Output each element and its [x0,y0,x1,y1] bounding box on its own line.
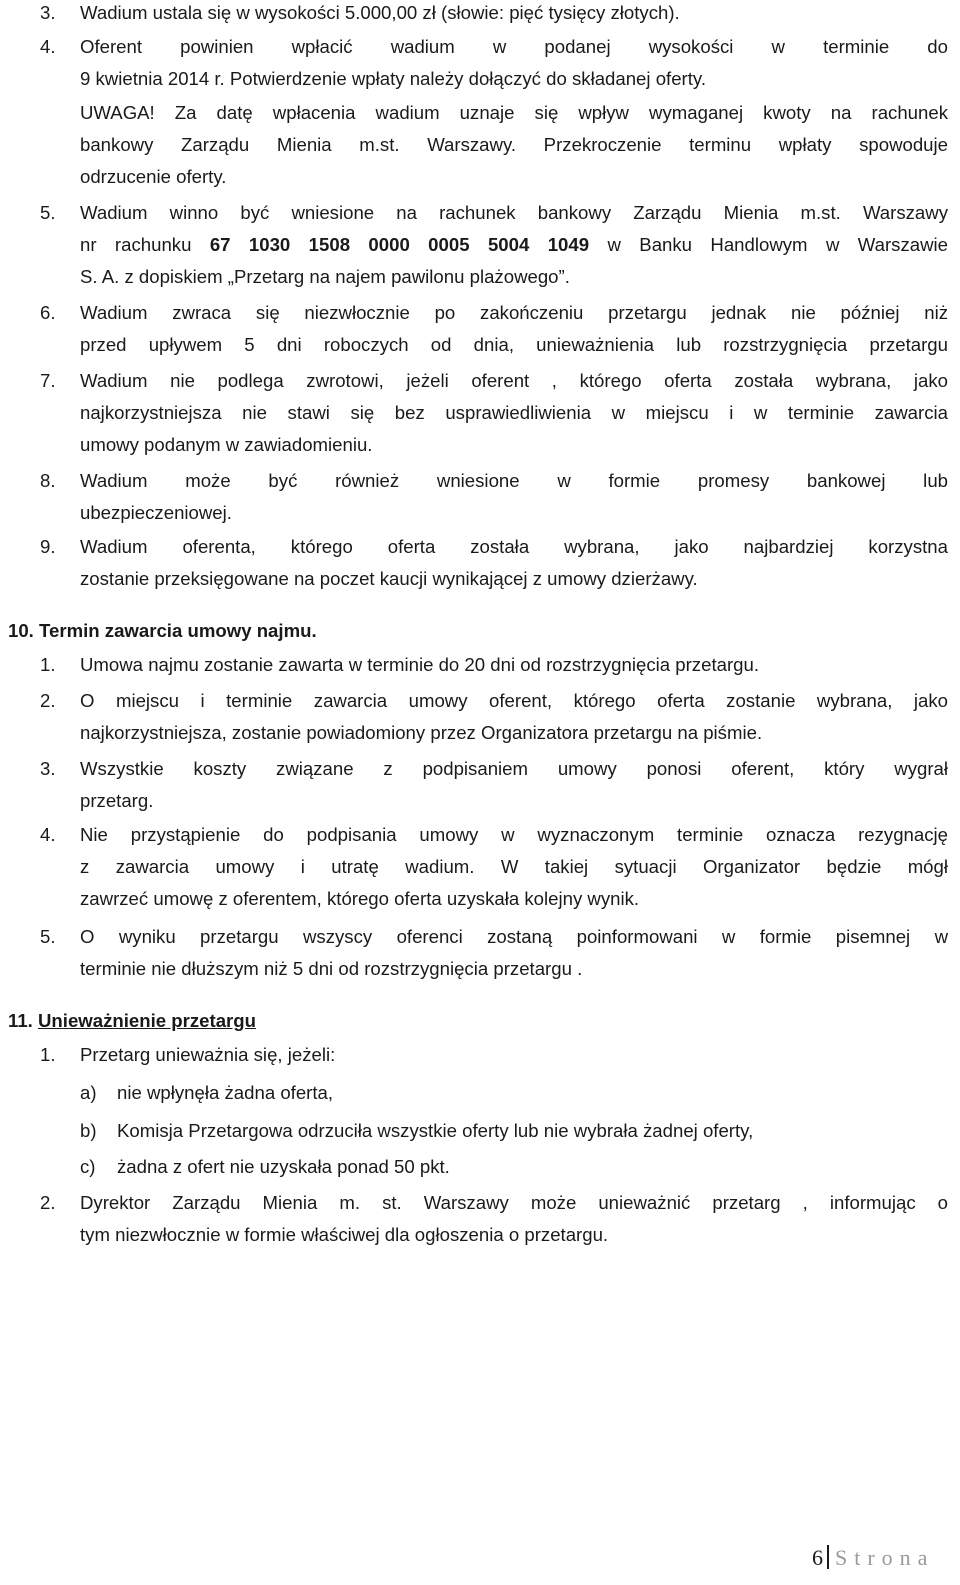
item-number: 2. [40,1192,56,1213]
item-number: 8. [40,470,56,491]
warning-text-line: odrzucenie oferty. [80,166,227,187]
item-number: 6. [40,302,56,323]
warning-text-line: bankowy Zarządu Mienia m.st. Warszawy. Przekroczenie terminu wpłaty spowoduje [80,134,948,155]
item-text-line: tym niezwłocznie w formie właściwej dla ogłoszenia o przetargu. [80,1224,609,1245]
item-text-line: Wszystkie koszty związane z podpisaniem umowy ponosi oferent, który wygrał [80,758,948,779]
item-text-line: Przetarg unieważnia się, jeżeli: [80,1044,336,1065]
page-footer [812,1545,934,1571]
item-text-line: przetarg. [80,790,154,811]
section-heading [8,1004,256,1038]
footer-separator [827,1545,829,1569]
item-text-line: zostanie przeksięgowane na poczet kaucji wynikającej z umowy dzierżawy. [80,568,698,589]
section-heading: 10. Termin zawarcia umowy najmu. [8,620,317,641]
page-number: 6 [812,1545,823,1570]
subitem-text: Komisja Przetargowa odrzuciła wszystkie oferty lub nie wybrała żadnej oferty, [117,1120,754,1141]
item-text-line: O miejscu i terminie zawarcia umowy oferent, którego oferta zostanie wybrana, jako [80,690,948,711]
item-text-line: przed upływem 5 dni roboczych od dnia, unieważnienia lub rozstrzygnięcia przetargu [80,334,948,355]
item-text-line: S. A. z dopiskiem „Przetarg na najem pawilonu plażowego”. [80,266,570,287]
item-text-line: Wadium może być również wniesione w formie promesy bankowej lub [80,470,948,491]
item-text-line: z zawarcia umowy i utratę wadium. W takiej sytuacji Organizator będzie mógł [80,856,948,877]
subitem-label: a) [80,1082,97,1103]
subitem-label: c) [80,1156,96,1177]
item-number: 5. [40,202,56,223]
section-heading-number: 11. [8,1010,33,1031]
item-text-line: Wadium oferenta, którego oferta została wybrana, jako najbardziej korzystna [80,536,948,557]
item-number: 4. [40,824,56,845]
item-text-line: 9 kwietnia 2014 r. Potwierdzenie wpłaty należy dołączyć do składanej oferty. [80,68,706,89]
item-text-line: najkorzystniejsza, zostanie powiadomiony przez Organizatora przetargu na piśmie. [80,722,763,743]
item-number: 2. [40,690,56,711]
item-text-line: Wadium winno być wniesione na rachunek bankowy Zarządu Mienia m.st. Warszawy [80,202,948,223]
item-number: 3. [40,2,56,23]
item-text-line: ubezpieczeniowej. [80,502,232,523]
item-number: 9. [40,536,56,557]
page-label: Strona [835,1545,935,1570]
item-number: 5. [40,926,56,947]
warning-text-line: UWAGA! Za datę wpłacenia wadium uznaje się wpływ wymaganej kwoty na rachunek [80,102,948,123]
item-text-line: Oferent powinien wpłacić wadium w podanej wysokości w terminie do [80,36,948,57]
item-text-line: umowy podanym w zawiadomieniu. [80,434,373,455]
item-number: 1. [40,654,56,675]
account-prefix: nr rachunku [80,234,210,255]
item-number: 4. [40,36,56,57]
section-heading-text: Unieważnienie przetargu [38,1010,257,1031]
subitem-text: żadna z ofert nie uzyskała ponad 50 pkt. [117,1156,450,1177]
item-text-line [80,228,948,262]
item-text-line: Wadium zwraca się niezwłocznie po zakończeniu przetargu jednak nie później niż [80,302,948,323]
subitem-label: b) [80,1120,97,1141]
item-text-line: Nie przystąpienie do podpisania umowy w wyznaczonym terminie oznacza rezygnację [80,824,948,845]
item-text-line: Wadium nie podlega zwrotowi, jeżeli oferent , którego oferta została wybrana, jako [80,370,948,391]
account-suffix: w Banku Handlowym w Warszawie [589,234,948,255]
item-text-line: O wyniku przetargu wszyscy oferenci zostaną poinformowani w formie pisemnej w [80,926,948,947]
subitem-text: nie wpłynęła żadna oferta, [117,1082,334,1103]
item-number: 3. [40,758,56,779]
item-number: 7. [40,370,56,391]
item-text-line: terminie nie dłuższym niż 5 dni od rozstrzygnięcia przetargu . [80,958,583,979]
item-text-line: Dyrektor Zarządu Mienia m. st. Warszawy może unieważnić przetarg , informując o [80,1192,948,1213]
item-text: Wadium ustala się w wysokości 5.000,00 zł (słowie: pięć tysięcy złotych). [80,2,680,23]
item-text-line: zawrzeć umowę z oferentem, którego oferta uzyskała kolejny wynik. [80,888,640,909]
item-text-line: Umowa najmu zostanie zawarta w terminie do 20 dni od rozstrzygnięcia przetargu. [80,654,759,675]
bank-account-number: 67 1030 1508 0000 0005 5004 1049 [209,234,590,255]
item-number: 1. [40,1044,56,1065]
item-text-line: najkorzystniejsza nie stawi się bez usprawiedliwienia w miejscu i w terminie zawarcia [80,402,948,423]
